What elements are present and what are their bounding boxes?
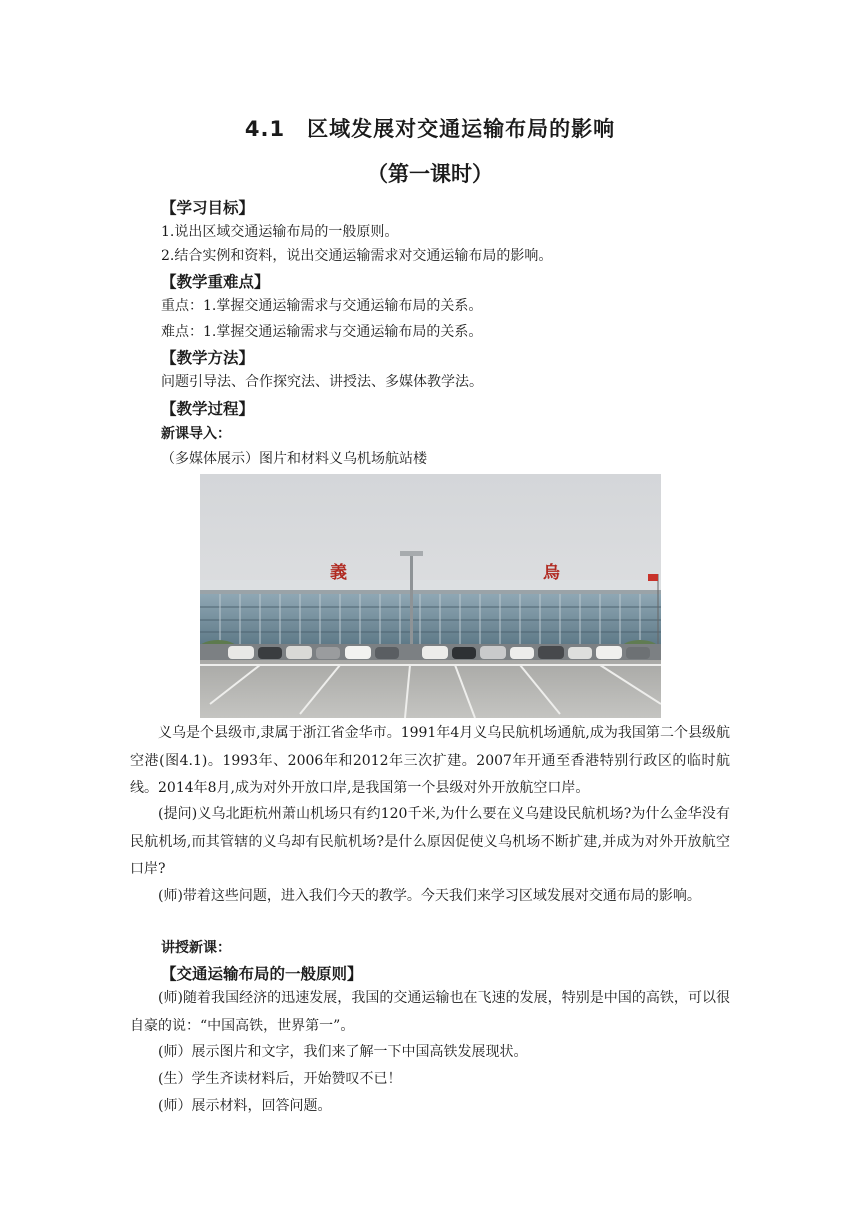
- media-line: （多媒体展示）图片和材料义乌机场航站楼: [161, 451, 427, 467]
- difficult-point-text: 难点：1.掌握交通运输需求与交通运输布局的关系。: [161, 324, 483, 340]
- paragraph-teacher-material: (师）展示材料，回答问题。: [158, 1098, 332, 1114]
- paragraph-yiwu-intro: 义乌是个县级市,隶属于浙江省金华市。1991年4月义乌民航机场通航,成为我国第二个县级航空港(图4.1)。1993年、2006年和2012年三次扩建。2007年开通至香港特别行政区的临时航线。2014年8月,成为对外开放口岸,是我国第一个县级对外开放航空口岸。: [130, 725, 730, 796]
- airport-terminal-photo: [200, 474, 661, 718]
- methods-heading: 【教学方法】: [161, 349, 255, 367]
- principle-heading: 【交通运输布局的一般原则】: [161, 965, 363, 983]
- key-point-text: 重点：1.掌握交通运输需求与交通运输布局的关系。: [161, 298, 483, 314]
- objective-item-2: 2.结合实例和资料，说出交通运输需求对交通运输布局的影响。: [161, 248, 553, 264]
- process-heading: 【教学过程】: [161, 400, 255, 418]
- document-title: 4.1 区域发展对交通运输布局的影响: [244, 117, 616, 141]
- intro-label: 新课导入：: [161, 426, 231, 442]
- paragraph-students-read: (生）学生齐读材料后，开始赞叹不已！: [158, 1071, 402, 1087]
- paragraph-highspeed-rail: (师)随着我国经济的迅速发展，我国的交通运输也在飞速的发展，特别是中国的高铁，可以很自豪的说：“中国高铁，世界第一”。: [130, 990, 730, 1034]
- key-points-heading: 【教学重难点】: [161, 273, 270, 291]
- paragraph-teacher-intro: (师)带着这些问题，进入我们今天的教学。今天我们来学习区域发展对交通布局的影响。: [158, 888, 701, 904]
- paragraph-question: (提问)义乌北距杭州萧山机场只有约120千米,为什么要在义乌建设民航机场?为什么金华没有民航机场,而其管辖的义乌却有民航机场?是什么原因促使义乌机场不断扩建,并成为对外开放航空口岸?: [130, 806, 730, 877]
- objectives-heading: 【学习目标】: [161, 199, 255, 217]
- sign-char-right: 烏: [543, 563, 560, 583]
- sign-char-left: 義: [330, 563, 347, 583]
- methods-text: 问题引导法、合作探究法、讲授法、多媒体教学法。: [161, 374, 483, 390]
- document-subtitle: （第一课时）: [367, 162, 493, 186]
- paragraph-teacher-show: (师）展示图片和文字，我们来了解一下中国高铁发展现状。: [158, 1044, 528, 1060]
- new-lesson-label: 讲授新课：: [161, 940, 231, 956]
- objective-item-1: 1.说出区域交通运输布局的一般原则。: [161, 224, 399, 240]
